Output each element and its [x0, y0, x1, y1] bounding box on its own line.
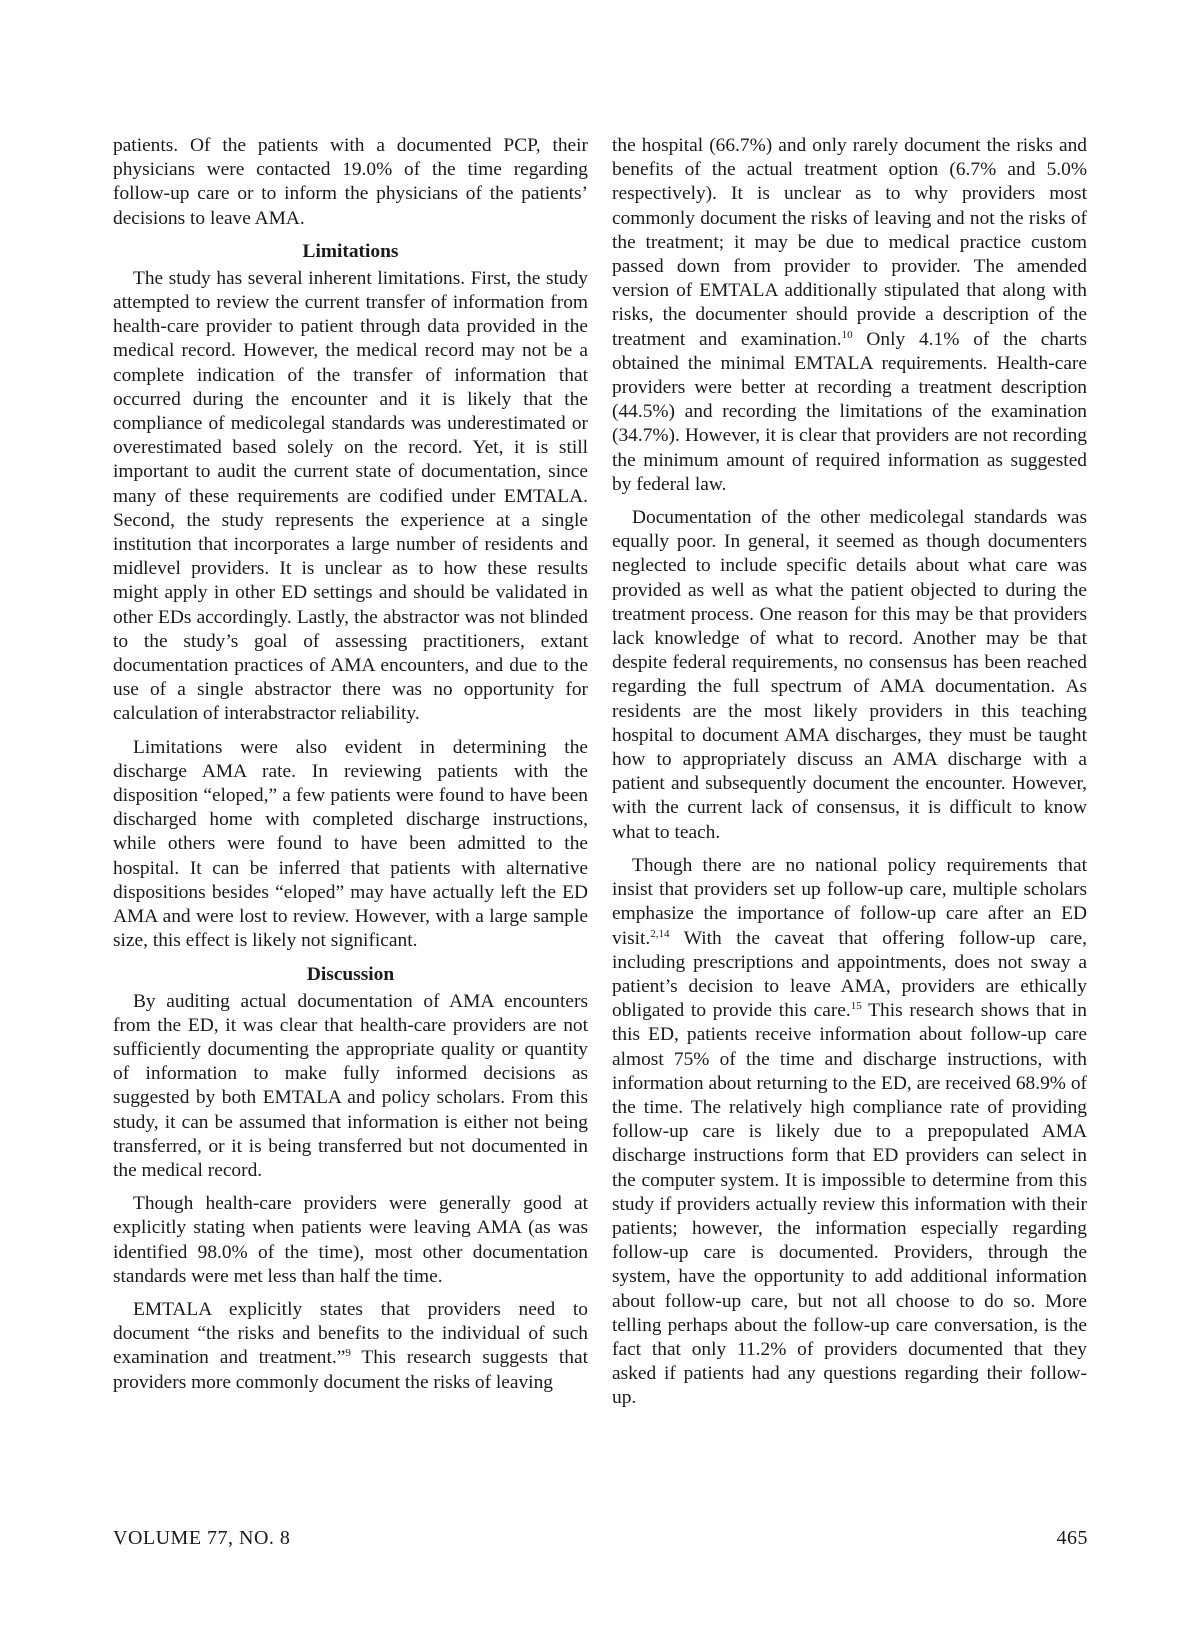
paragraph [113, 1298, 588, 1395]
discussion-heading: Discussion [306, 963, 395, 985]
paragraph [612, 854, 1087, 1411]
text-run: Though there are no national policy requirements that insist that providers set up follow-up care, multiple scholars emphasize the importance of follow-up care after an ED visit. [612, 854, 1087, 949]
paragraph: patients. Of the patients with a documented PCP, their physicians were contacted 19.0% of the time regarding follow-up care or to inform the physicians of the patients’ decisions to leave AMA. [113, 135, 588, 229]
volume-footer: VOLUME 77, NO. 8 [113, 1527, 291, 1549]
text-run: Only 4.1% of the charts obtained the minimal EMTALA requirements. Health-care providers were better at recording a treatment description (44.5%) and recording the limitations of the examination (34.7%). However, it is clear that providers are not recording the minimum amount of required information as suggested by federal law. [612, 328, 1087, 495]
citation-ref: 9 [345, 1347, 351, 1360]
citation-ref: 15 [850, 1000, 862, 1013]
left-column [113, 134, 588, 1404]
paragraph: The study has several inherent limitations. First, the study attempted to review the current transfer of information from health-care provider to patient through data provided in the medical record. However, the medical record may not be a complete indication of the transfer of information that occurred during the encounter and it is likely that the compliance of medicolegal standards was underestimated or overestimated based solely on the record. Yet, it is still important to audit the current state of documentation, since many of these requirements are codified under EMTALA. Second, the study represents the experience at a single institution that incorporates a large number of residents and midlevel providers. It is unclear as to how these results might apply in other ED settings and should be validated in other EDs accordingly. Lastly, the abstractor was not blinded to the study’s goal of assessing practitioners, extant documentation practices of AMA encounters, and due to the use of a single abstractor there was no opportunity for calculation of interabstractor reliability. [113, 267, 588, 725]
citation-ref: 10 [841, 328, 853, 341]
text-run: This research shows that in this ED, patients receive information about follow-up care almost 75% of the time and discharge instructions, with information about returning to the ED, are received 68.9% of the time. The relatively high compliance rate of providing follow-up care is likely due to a prepopulated AMA discharge instructions form that ED providers can select in the computer system. It is impossible to determine from this study if providers actually review this information with their patients; however, the information especially regarding follow-up care is documented. Providers, through the system, have the opportunity to add additional information about follow-up care, but not all choose to do so. More telling perhaps about the follow-up care conversation, is the fact that only 11.2% of providers documented that they asked if patients had any questions regarding their follow-up. [612, 1000, 1087, 1409]
text-run: This research suggests that providers more commonly document the risks of leaving [113, 1347, 588, 1393]
text-run: the hospital (66.7%) and only rarely document the risks and benefits of the actual treatment option (6.7% and 5.0% respectively). It is unclear as to why providers most commonly document the risks of leaving and not the risks of the treatment; it may be due to medical practice custom passed down from provider to provider. The amended version of EMTALA additionally stipulated that along with risks, the documenter should provide a description of the treatment and examination. [612, 135, 1087, 350]
text-run: EMTALA explicitly states that providers need to document “the risks and benefits to the individual of such examination and treatment.” [113, 1298, 588, 1369]
limitations-heading: Limitations [302, 240, 399, 262]
paragraph: Documentation of the other medicolegal standards was equally poor. In general, it seemed as though documenters neglected to include specific details about what care was provided as well as what the patient objected to during the treatment process. One reason for this may be that providers lack knowledge of what to record. Another may be that despite federal requirements, no consensus has been reached regarding the full spectrum of AMA documentation. As residents are the most likely providers in this teaching hospital to document AMA discharges, they must be taught how to appropriately discuss an AMA discharge with a patient and subsequently document the encounter. However, with the current lack of consensus, it is difficult to know what to teach. [612, 507, 1087, 843]
paragraph: Limitations were also evident in determining the discharge AMA rate. In reviewing patients with the disposition “eloped,” a few patients were found to have been discharged home with completed discharge instructions, while others were found to have been admitted to the hospital. It can be inferred that patients with alternative dispositions besides “eloped” may have actually left the ED AMA and were lost to review. However, with a large sample size, this effect is likely not significant. [113, 736, 588, 952]
citation-ref: 2,14 [650, 927, 670, 940]
paragraph: By auditing actual documentation of AMA encounters from the ED, it was clear that health-care providers are not sufficiently documenting the appropriate quality or quantity of information to make fully informed decisions as suggested by both EMTALA and policy scholars. From this study, it can be assumed that information is either not being transferred, or it is being transferred but not documented in the medical record. [113, 990, 588, 1181]
paragraph [612, 134, 1087, 497]
paragraph: Though health-care providers were generally good at explicitly stating when patients were leaving AMA (as was identified 98.0% of the time), most other documentation standards were met less than half the time. [113, 1193, 588, 1287]
text-run: With the caveat that offering follow-up care, including prescriptions and appointments, does not sway a patient’s decision to leave AMA, providers are ethically obligated to provide this care. [612, 927, 1087, 1022]
right-column [612, 134, 1087, 1420]
page-number: 465 [1056, 1527, 1088, 1549]
